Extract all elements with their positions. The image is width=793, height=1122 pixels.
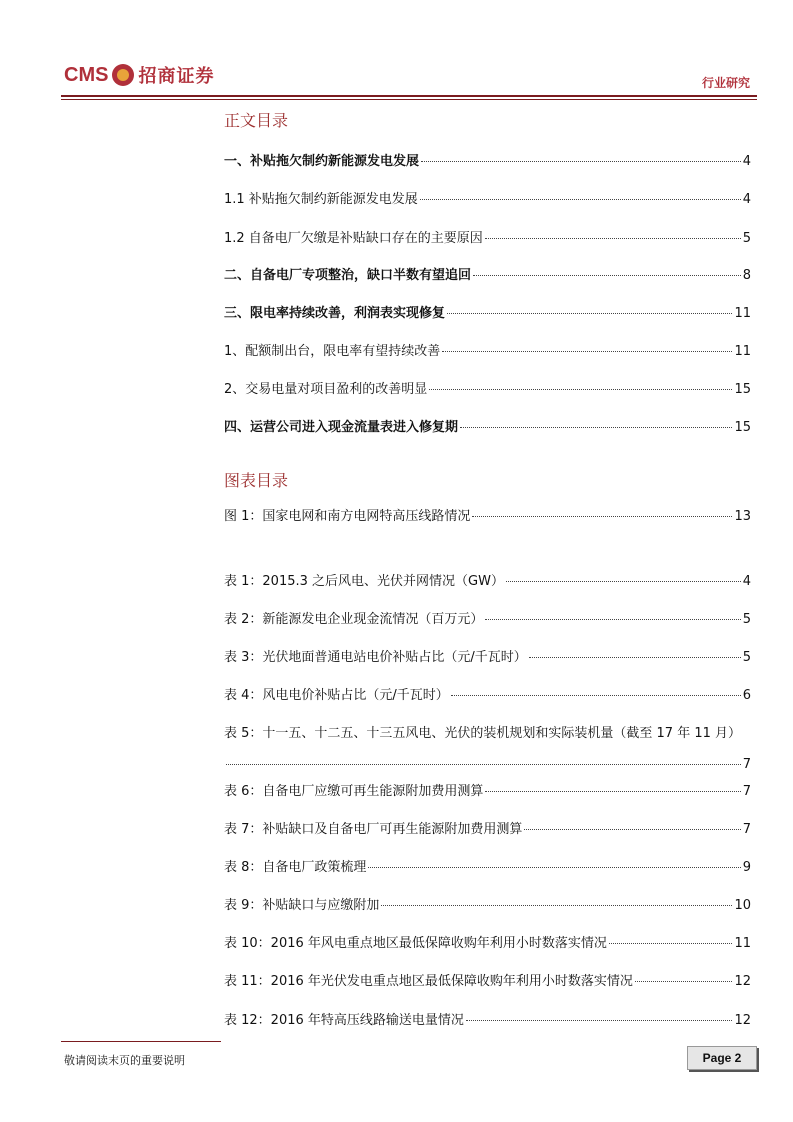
- leader-dots: [524, 829, 740, 830]
- leader-dots: [368, 867, 740, 868]
- disclaimer-note: 敬请阅读末页的重要说明: [64, 1054, 185, 1067]
- toc-item-label: 二、自备电厂专项整治，缺口半数有望追回: [224, 268, 472, 283]
- toc-item-page: 4: [742, 154, 751, 169]
- header-divider: [61, 95, 757, 97]
- toc-item-page: 15: [734, 420, 751, 435]
- table-item-label: 表 6：自备电厂应缴可再生能源附加费用测算: [224, 784, 484, 799]
- leader-dots: [420, 199, 741, 200]
- logo-cms-text: CMS: [64, 63, 109, 86]
- toc-item-page: 8: [742, 268, 751, 283]
- table-item[interactable]: [224, 684, 751, 704]
- toc-title: 正文目录: [224, 111, 289, 130]
- figures-title: 图表目录: [224, 471, 289, 490]
- leader-dots: [226, 764, 741, 765]
- toc-item[interactable]: [224, 378, 751, 398]
- figure-item-label: 图 1：国家电网和南方电网特高压线路情况: [224, 509, 471, 524]
- toc-item[interactable]: [224, 340, 751, 360]
- toc-item-page: 5: [742, 231, 751, 246]
- figure-item-page: 13: [734, 509, 751, 524]
- toc-item-label: 1、配额制出台，限电率有望持续改善: [224, 344, 441, 359]
- toc-item-label: 一、补贴拖欠制约新能源发电发展: [224, 154, 420, 169]
- table-item-label: 表 10：2016 年风电重点地区最低保障收购年利用小时数落实情况: [224, 936, 607, 951]
- table-item-label: 表 8：自备电厂政策梳理: [224, 860, 367, 875]
- table-item-label: 表 2：新能源发电企业现金流情况（百万元）: [224, 612, 484, 627]
- table-item[interactable]: [224, 646, 751, 666]
- leader-dots: [472, 516, 732, 517]
- toc-item-page: 4: [742, 192, 751, 207]
- leader-dots: [466, 1020, 733, 1021]
- table-item-page: 9: [742, 860, 751, 875]
- toc-item-label: 1.1 补贴拖欠制约新能源发电发展: [224, 192, 418, 207]
- table-item-page: 7: [742, 757, 751, 772]
- table-item[interactable]: [224, 894, 751, 914]
- leader-dots: [485, 791, 740, 792]
- toc-item-label: 1.2 自备电厂欠缴是补贴缺口存在的主要原因: [224, 231, 483, 246]
- table-item-label: 表 1：2015.3 之后风电、光伏并网情况（GW）: [224, 574, 504, 589]
- table-item-label: 表 7：补贴缺口及自备电厂可再生能源附加费用测算: [224, 822, 523, 837]
- table-item[interactable]: [224, 608, 751, 628]
- report-type-label: 行业研究: [701, 76, 750, 90]
- leader-dots: [473, 275, 741, 276]
- toc-item[interactable]: [224, 416, 751, 436]
- table-item[interactable]: [224, 818, 751, 838]
- table-item[interactable]: [224, 1009, 751, 1029]
- leader-dots: [485, 619, 740, 620]
- table-item-label: 表 3：光伏地面普通电站电价补贴占比（元/千瓦时）: [224, 650, 527, 665]
- table-item[interactable]: [224, 970, 751, 990]
- page-header: [0, 0, 793, 100]
- table-item-page: 5: [742, 650, 751, 665]
- toc-item-label: 三、限电率持续改善，利润表实现修复: [224, 306, 446, 321]
- leader-dots: [447, 313, 732, 314]
- toc-item[interactable]: [224, 302, 751, 322]
- footer-divider: [61, 1041, 221, 1042]
- leader-dots: [529, 657, 741, 658]
- table-item-page: 12: [734, 974, 751, 989]
- table-item-label: 表 9：补贴缺口与应缴附加: [224, 898, 380, 913]
- toc-item-label: 四、运营公司进入现金流量表进入修复期: [224, 420, 459, 435]
- toc-item[interactable]: [224, 227, 751, 247]
- leader-dots: [635, 981, 733, 982]
- toc-item[interactable]: [224, 150, 751, 170]
- toc-item-page: 15: [734, 382, 751, 397]
- toc-item-page: 11: [734, 344, 751, 359]
- table-item[interactable]: [224, 780, 751, 800]
- table-item-page: 7: [742, 784, 751, 799]
- leader-dots: [485, 238, 741, 239]
- cms-logo: [64, 62, 214, 88]
- leader-dots: [442, 351, 732, 352]
- table-item-page: 12: [734, 1013, 751, 1028]
- table-item-label: 表 5：十一五、十二五、十三五风电、光伏的装机规划和实际装机量（截至 17 年 11 月）: [224, 726, 742, 741]
- leader-dots: [381, 905, 732, 906]
- leader-dots: [429, 389, 732, 390]
- table-item-page: 7: [742, 822, 751, 837]
- figure-item[interactable]: [224, 505, 751, 525]
- table-item[interactable]: [224, 570, 751, 590]
- toc-item-page: 11: [734, 306, 751, 321]
- logo-emblem-icon: [112, 64, 134, 86]
- logo-chinese-text: 招商证券: [138, 66, 215, 87]
- toc-item[interactable]: [224, 264, 751, 284]
- table-item[interactable]: [224, 932, 751, 952]
- toc-item-label: 2、交易电量对项目盈利的改善明显: [224, 382, 428, 397]
- leader-dots: [421, 161, 741, 162]
- table-item-label: 表 11：2016 年光伏发电重点地区最低保障收购年利用小时数落实情况: [224, 974, 633, 989]
- table-item[interactable]: [224, 722, 751, 772]
- table-item-page: 5: [742, 612, 751, 627]
- table-item-page: 4: [742, 574, 751, 589]
- leader-dots: [460, 427, 732, 428]
- header-divider-thin: [61, 99, 757, 100]
- table-item-continuation: [224, 757, 751, 772]
- table-item-page: 10: [734, 898, 751, 913]
- leader-dots: [609, 943, 733, 944]
- table-item-label: 表 4：风电电价补贴占比（元/千瓦时）: [224, 688, 449, 703]
- toc-item[interactable]: [224, 188, 751, 208]
- page-number-badge: Page 2: [687, 1046, 757, 1070]
- table-item-page: 11: [734, 936, 751, 951]
- table-item[interactable]: [224, 856, 751, 876]
- leader-dots: [451, 695, 741, 696]
- table-item-page: 6: [742, 688, 751, 703]
- table-item-label: 表 12：2016 年特高压线路输送电量情况: [224, 1013, 464, 1028]
- leader-dots: [506, 581, 741, 582]
